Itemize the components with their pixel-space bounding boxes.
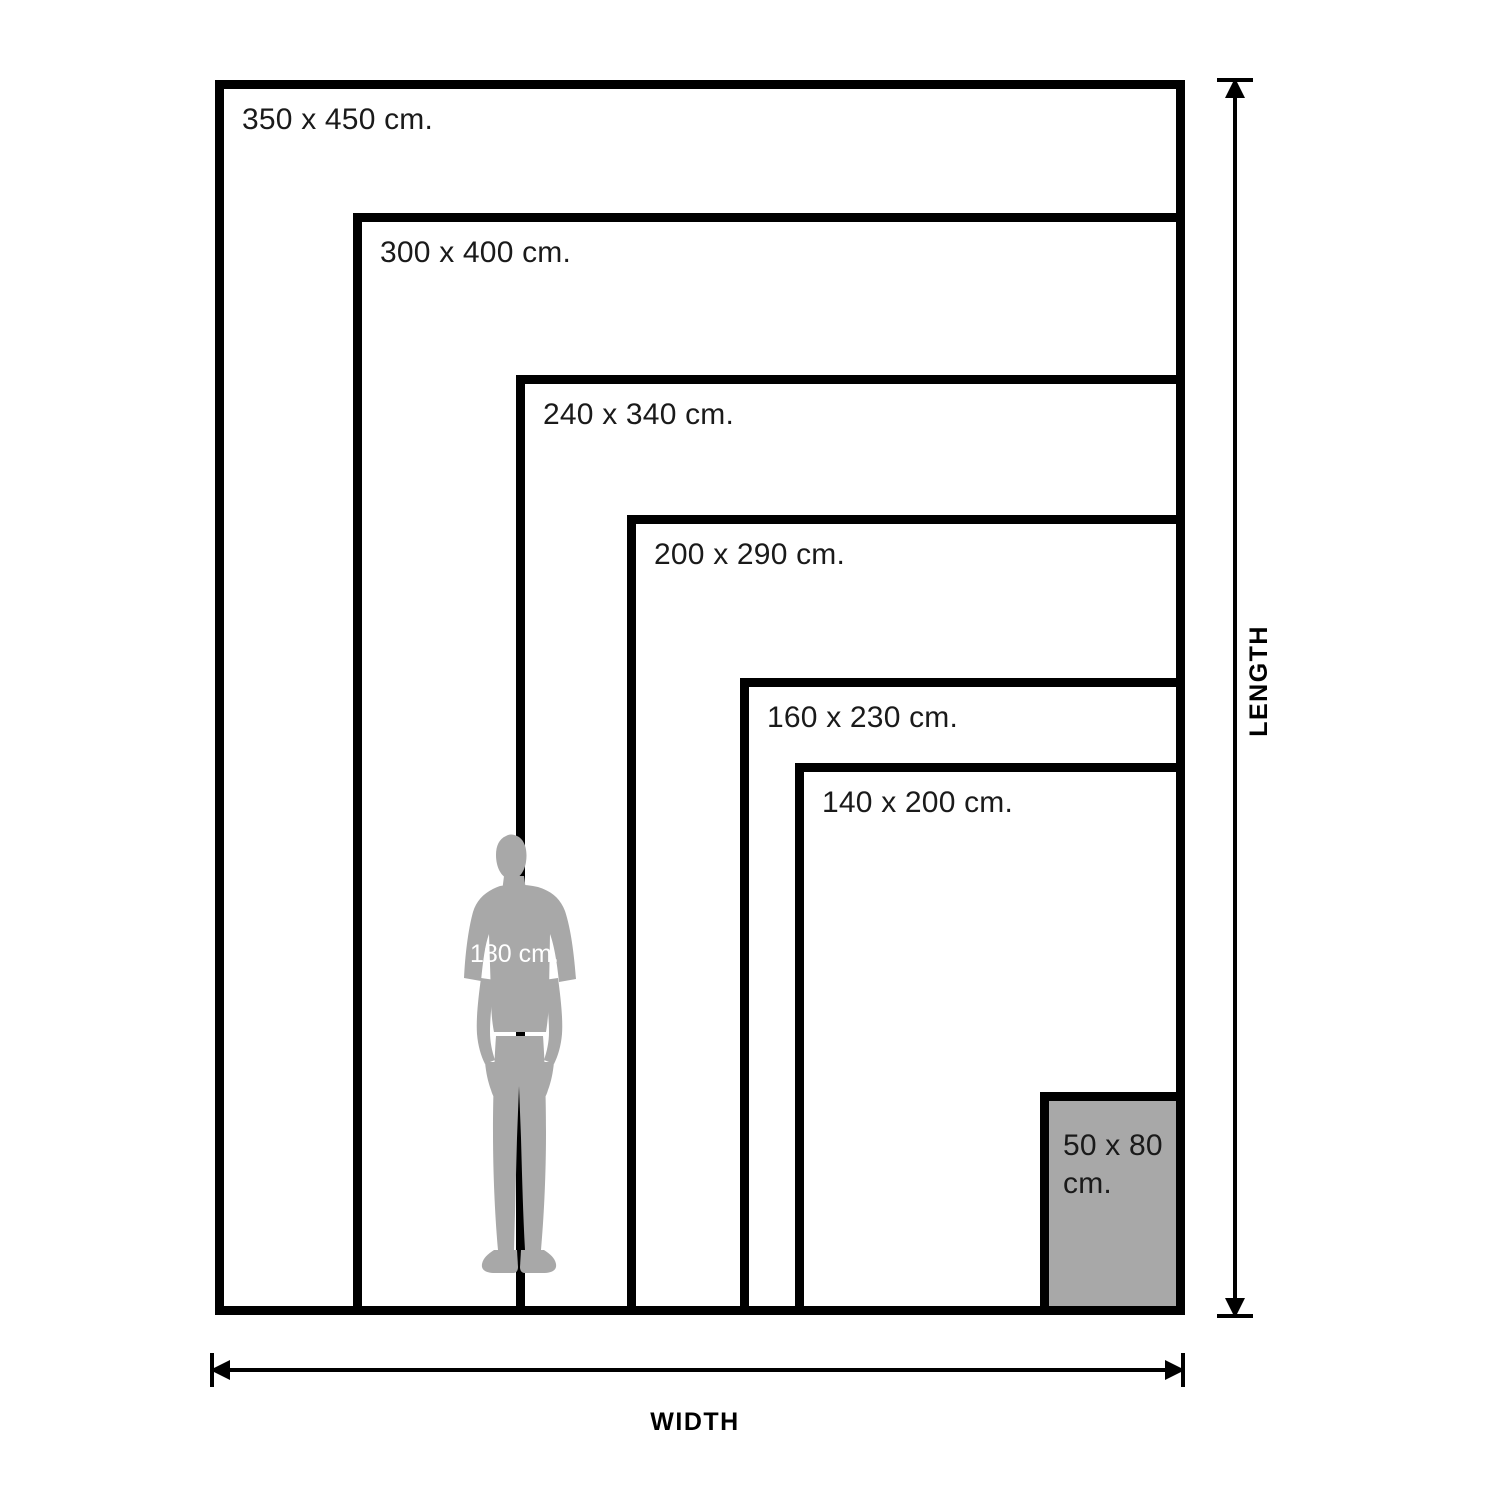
rug-label-350x450: 350 x 450 cm. — [242, 103, 434, 136]
rug-label-200x290: 200 x 290 cm. — [654, 538, 846, 571]
rug-label-300x400: 300 x 400 cm. — [380, 236, 572, 269]
human-height-label: 180 cm. — [470, 940, 559, 968]
width-axis-arrow — [210, 1345, 1185, 1395]
width-axis-label: WIDTH — [650, 1408, 740, 1436]
rug-label-160x230: 160 x 230 cm. — [767, 701, 959, 734]
standing-person-silhouette-icon — [440, 830, 600, 1310]
rug-label-140x200: 140 x 200 cm. — [822, 786, 1014, 819]
human-reference-figure — [440, 830, 600, 1310]
length-axis-label: LENGTH — [1245, 625, 1273, 737]
rug-label-240x340: 240 x 340 cm. — [543, 398, 735, 431]
rug-outline-50x80 — [1040, 1092, 1185, 1315]
rug-label-50x80: 50 x 80 cm. — [1063, 1129, 1163, 1200]
